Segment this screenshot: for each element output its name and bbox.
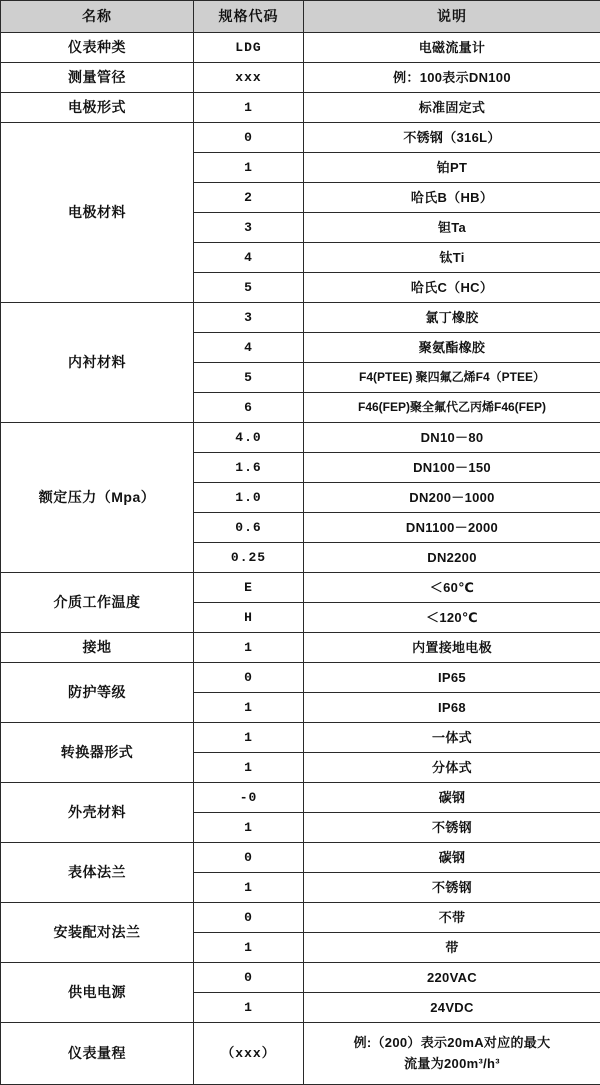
row-group-name: 转换器形式 [1,723,194,783]
row-group-name: 供电电源 [1,963,194,1023]
spec-description-cell: F46(FEP)聚全氟代乙丙烯F46(FEP) [304,393,600,423]
row-group-name: 表体法兰 [1,843,194,903]
table-row [1,123,600,153]
column-header-description: 说明 [304,1,600,33]
spec-description-cell: 钽Ta [304,213,600,243]
spec-code-cell: 0.6 [194,513,304,543]
spec-description-cell: 电磁流量计 [304,33,600,63]
spec-code-cell: （xxx） [194,1023,304,1085]
spec-code-cell: 1 [194,633,304,663]
spec-description-cell: 氯丁橡胶 [304,303,600,333]
row-group-name: 电极材料 [1,123,194,303]
spec-code-cell: 5 [194,363,304,393]
spec-code-cell: 1.6 [194,453,304,483]
spec-code-cell: 4.0 [194,423,304,453]
table-row [1,633,600,663]
spec-description-cell: ＜120℃ [304,603,600,633]
spec-code-cell: 5 [194,273,304,303]
spec-code-cell: 4 [194,243,304,273]
spec-code-cell: 1 [194,153,304,183]
spec-description-cell: 哈氏B（HB） [304,183,600,213]
spec-code-cell: 0 [194,963,304,993]
spec-code-cell: H [194,603,304,633]
spec-code-cell: 1 [194,93,304,123]
column-header-name: 名称 [1,1,194,33]
spec-description-cell: IP68 [304,693,600,723]
spec-code-cell: xxx [194,63,304,93]
spec-code-cell: 1 [194,933,304,963]
row-group-name: 安装配对法兰 [1,903,194,963]
table-row [1,663,600,693]
spec-description-cell: 内置接地电极 [304,633,600,663]
spec-code-cell: E [194,573,304,603]
spec-description-cell: 不带 [304,903,600,933]
row-group-name: 外壳材料 [1,783,194,843]
spec-code-cell: 0.25 [194,543,304,573]
spec-code-cell: 1 [194,723,304,753]
table-row [1,423,600,453]
spec-code-cell: 1.0 [194,483,304,513]
spec-description-cell: DN10－80 [304,423,600,453]
spec-description-cell: 哈氏C（HC） [304,273,600,303]
spec-description-cell: ＜60℃ [304,573,600,603]
spec-code-cell: 3 [194,213,304,243]
spec-code-cell: -0 [194,783,304,813]
spec-description-cell: 聚氨酯橡胶 [304,333,600,363]
spec-code-cell: 0 [194,123,304,153]
table-row [1,33,600,63]
spec-description-cell: 碳钢 [304,843,600,873]
spec-description-cell: 分体式 [304,753,600,783]
table-row [1,903,600,933]
table-row [1,1023,600,1085]
spec-description-cell: 碳钢 [304,783,600,813]
table-row [1,93,600,123]
column-header-code: 规格代码 [194,1,304,33]
table-header-row [1,1,600,33]
table-header [1,1,600,33]
spec-code-cell: LDG [194,33,304,63]
row-group-name: 仪表种类 [1,33,194,63]
spec-description-cell: 标准固定式 [304,93,600,123]
spec-code-cell: 1 [194,753,304,783]
spec-description-cell: 220VAC [304,963,600,993]
table-row [1,63,600,93]
spec-code-cell: 1 [194,873,304,903]
spec-description-cell: 24VDC [304,993,600,1023]
spec-description-cell: DN1100－2000 [304,513,600,543]
spec-description-cell: 不锈钢（316L） [304,123,600,153]
spec-code-cell: 2 [194,183,304,213]
table-row [1,573,600,603]
row-group-name: 测量管径 [1,63,194,93]
table-row [1,843,600,873]
spec-code-cell: 0 [194,903,304,933]
row-group-name: 接地 [1,633,194,663]
spec-description-cell: 例:（200）表示20mA对应的最大 流量为200m³/h³ [304,1023,600,1085]
spec-description-cell: DN200－1000 [304,483,600,513]
row-group-name: 介质工作温度 [1,573,194,633]
spec-code-cell: 1 [194,993,304,1023]
table-row [1,303,600,333]
spec-description-cell: 钛Ti [304,243,600,273]
spec-description-cell: F4(PTEE) 聚四氟乙烯F4（PTEE） [304,363,600,393]
table-row [1,963,600,993]
spec-description-cell: 不锈钢 [304,873,600,903]
row-group-name: 电极形式 [1,93,194,123]
spec-code-cell: 1 [194,693,304,723]
spec-code-cell: 4 [194,333,304,363]
spec-description-cell: 例：100表示DN100 [304,63,600,93]
table-body [1,33,600,1085]
spec-code-cell: 6 [194,393,304,423]
row-group-name: 防护等级 [1,663,194,723]
spec-description-cell: 铂PT [304,153,600,183]
table-row [1,783,600,813]
spec-code-cell: 0 [194,843,304,873]
table-row [1,723,600,753]
row-group-name: 仪表量程 [1,1023,194,1085]
spec-description-cell: 不锈钢 [304,813,600,843]
spec-description-cell: DN2200 [304,543,600,573]
spec-description-cell: 一体式 [304,723,600,753]
spec-description-cell: IP65 [304,663,600,693]
row-group-name: 额定压力（Mpa） [1,423,194,573]
spec-code-cell: 3 [194,303,304,333]
spec-description-cell: 带 [304,933,600,963]
spec-code-cell: 1 [194,813,304,843]
row-group-name: 内衬材料 [1,303,194,423]
spec-code-cell: 0 [194,663,304,693]
spec-description-cell: DN100－150 [304,453,600,483]
